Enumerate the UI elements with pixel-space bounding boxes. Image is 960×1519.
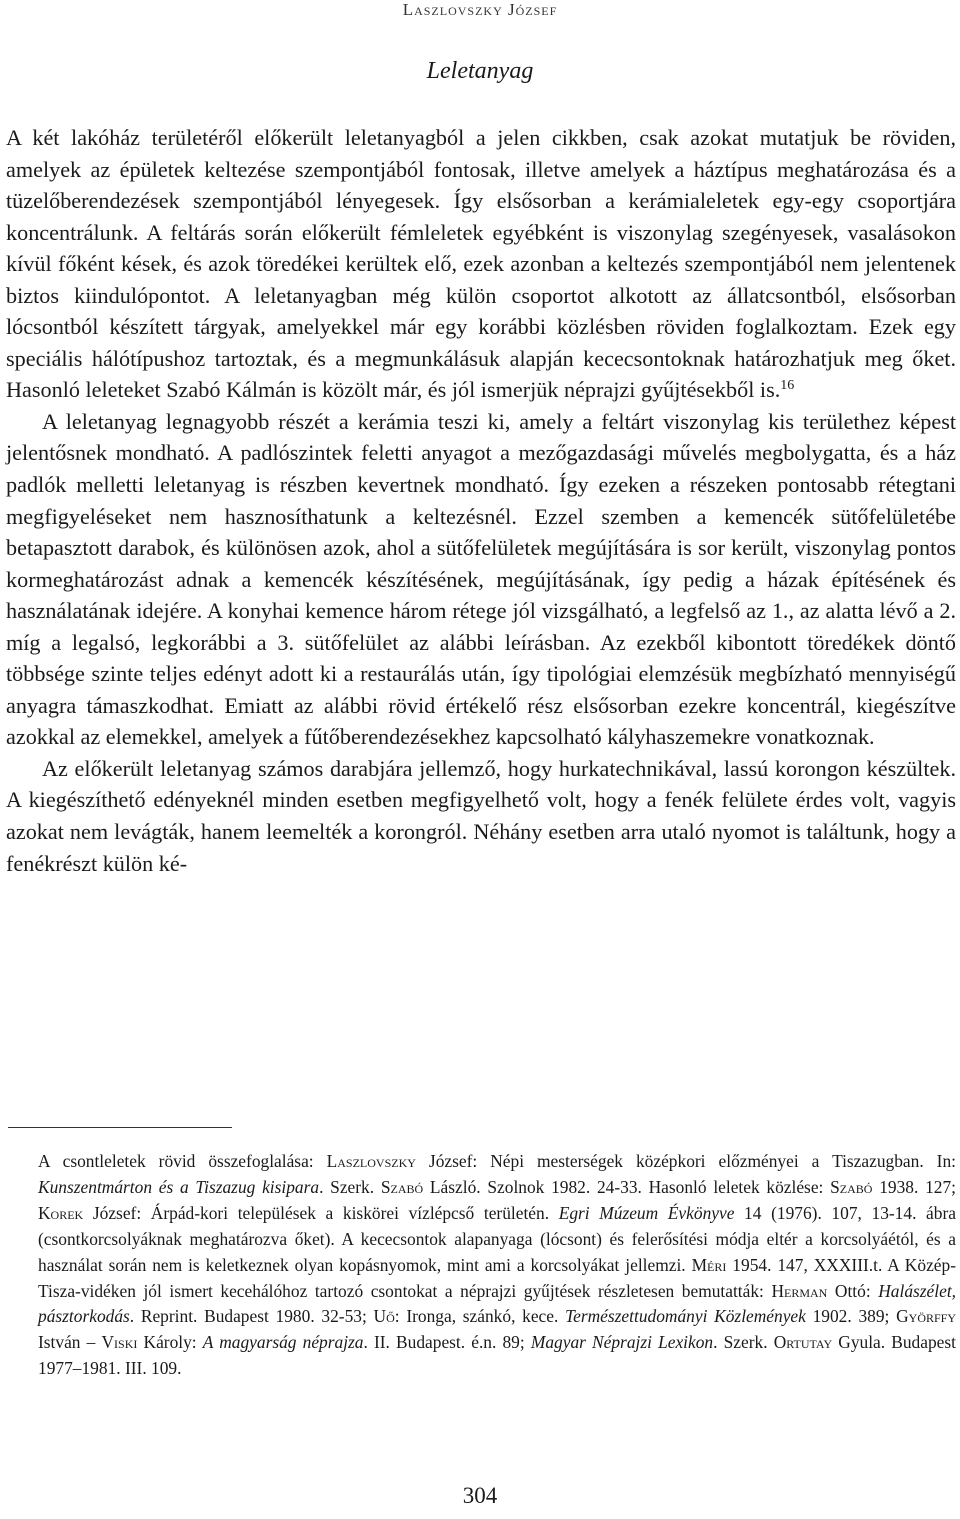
author-name: Ortutay: [773, 1332, 833, 1353]
author-name: Herman: [771, 1280, 828, 1301]
footnote-text: 14 (1976). 107, 13-14. ábra (csontkorcsolyáknak meghatározva őket). A kececsontok alapanyaga (lócsont) és felerősítési módja eltér a korcsolyáétól, és a használat során nem is keletkeznek olyan kopásnyomok, mint ami a korcsolyákat jellemzi.: [38, 1202, 956, 1275]
section-title: Leletanyag: [426, 58, 534, 84]
running-head: Laszlovszky József: [402, 0, 558, 19]
footnote-text: Ottó:: [827, 1280, 879, 1301]
author-name: Viski: [101, 1332, 138, 1353]
work-title: Természettudományi Közlemények: [565, 1306, 806, 1327]
paragraph-2: A leletanyag legnagyobb részét a kerámia teszi ki, amely a feltárt viszonylag kis területhez képest jelentősnek mondható. A padlószintek feletti anyagot a mezőgazdasági művelés megbolygatta, és a ház padlók melletti leletanyag is részben kevertnek mondható. Így ezeken a részeken pontosabb rétegtani megfigyeléseket nem hasznosíthatunk a keltezésnél. Ezzel szemben a kemencék sütőfelületébe betapasztott darabok, és különösen azok, ahol a sütőfelületek megújítására is sor került, viszonylag pontos kormeghatározást adnak a kemencék készítésének, megújításának, így pedig a házak építésének és használatának idejére. A konyhai kemence három rétege jól vizsgálható, a legfelső az 1., az alatta lévő a 2. míg a legalsó, legkorábbi a 3. sütőfelület az alábbi leírásban. Az ezekből kibontott töredékek döntő többsége szinte teljes edényt adott ki a restaurálás után, így tipológiai elemzésük megbízható mennyiségű anyagra támaszkodhat. Emiatt az alábbi rövid értékelő rész elsősorban ezekre koncentrál, kiegészítve azokkal az elemekkel, amelyek a fűtőberendezésekhez kapcsolható kályhaszemekre vonatkoznak.: [6, 408, 956, 750]
footnote-text: A csontleletek rövid összefoglalása:: [38, 1151, 327, 1171]
footnote-text: . Reprint. Budapest 1980. 32-53;: [129, 1306, 374, 1327]
author-name: Korek: [38, 1202, 84, 1223]
footnote-text: Károly:: [137, 1332, 203, 1353]
author-name: Györffy: [896, 1306, 957, 1327]
author-name: Méri: [691, 1254, 727, 1275]
author-name: Szabó: [830, 1176, 873, 1197]
footnote-text: 1902. 389;: [805, 1306, 897, 1327]
footnote-text: József: Árpád-kori települések a kiskörei vízlépcső területén.: [83, 1202, 559, 1223]
work-title: A magyarság néprajza: [202, 1332, 364, 1353]
work-title: Egri Múzeum Évkönyve: [558, 1202, 735, 1223]
footnote-text: László. Szolnok 1982. 24-33. Hasonló leletek közlése:: [423, 1176, 831, 1197]
author-name: Laszlovszky: [326, 1151, 416, 1171]
author-name: Szabó: [380, 1176, 424, 1197]
author-name: Uő: [373, 1306, 395, 1327]
footnote-text: : Ironga, szánkó, kece.: [394, 1306, 566, 1327]
footnote-separator: [8, 1127, 232, 1128]
footnote-text: . Szerk.: [713, 1332, 774, 1353]
footnote-number: [6, 1149, 38, 1175]
footnote-16: [6, 1149, 956, 1382]
footnote-ref-16[interactable]: 16: [780, 378, 795, 394]
footnote-text: Gyula. Budapest 1977–1981. III. 109.: [38, 1332, 956, 1379]
footnote-text: . II. Budapest. é.n. 89;: [363, 1332, 531, 1353]
footnote-text: . Szerk.: [319, 1176, 381, 1197]
paragraph-1-text: A két lakóház területéről előkerült leletanyagból a jelen cikkben, csak azokat mutatjuk be röviden, amelyek az épületek keltezése szempontjából fontosak, illetve amelyek a háztípus meghatározása és a tüzelőberendezések szempontjából lényegesek. Így elsősorban a kerámialeletek egy-egy csoportjára koncentrálunk. A feltárás során előkerült fémleletek egyébként is viszonylag szegényesek, vasalásokon kívül főként kések, és azok töredékei kerültek elő, ezek azonban a keltezés szempontjából nem jelentenek biztos kiindulópontot. A leletanyagban még külön csoportot alkotott az állatcsontból, elsősorban lócsontból készített tárgyak, amelyekkel már egy korábbi közlésben röviden foglalkoztam. Ezek egy speciális hálótípushoz tartoztak, és a megmunkálásuk alapján kececsontoknak határozhatjuk meg őket. Hasonló leleteket Szabó Kálmán is közölt már, és jól ismerjük néprajzi gyűjtésekből is.: [6, 125, 956, 403]
page-number: 304: [462, 1483, 498, 1508]
work-title: Magyar Néprajzi Lexikon: [530, 1332, 714, 1353]
footnote-text: 1938. 127;: [872, 1176, 956, 1197]
paragraph-1: [6, 122, 956, 406]
paragraph-3: Az előkerült leletanyag számos darabjára jellemző, hogy hurkatechnikával, lassú korongon készültek. A kiegészíthető edényeknél minden esetben megfigyelhető volt, hogy a fenék felülete érdes volt, vagyis azokat nem levágták, hanem leemelték a korongról. Néhány esetben arra utaló nyomot is találtunk, hogy a fenékrészt külön ké-: [6, 755, 956, 876]
work-title: Kunszentmárton és a Tiszazug kisipara: [38, 1176, 320, 1197]
work-title: Halászélet, pásztorkodás: [38, 1280, 956, 1327]
footnote-text: István –: [38, 1332, 102, 1353]
body-text: [6, 122, 956, 879]
footnote-text: 1954. 147, XXXIII.t. A Közép-Tisza-vidéken jól ismert kecehálóhoz tartozó csontokat a néprajzi gyűjtések részletesen bemutatták:: [38, 1254, 956, 1301]
footnote-text: József: Népi mesterségek középkori előzményei a Tiszazugban. In:: [415, 1151, 957, 1171]
